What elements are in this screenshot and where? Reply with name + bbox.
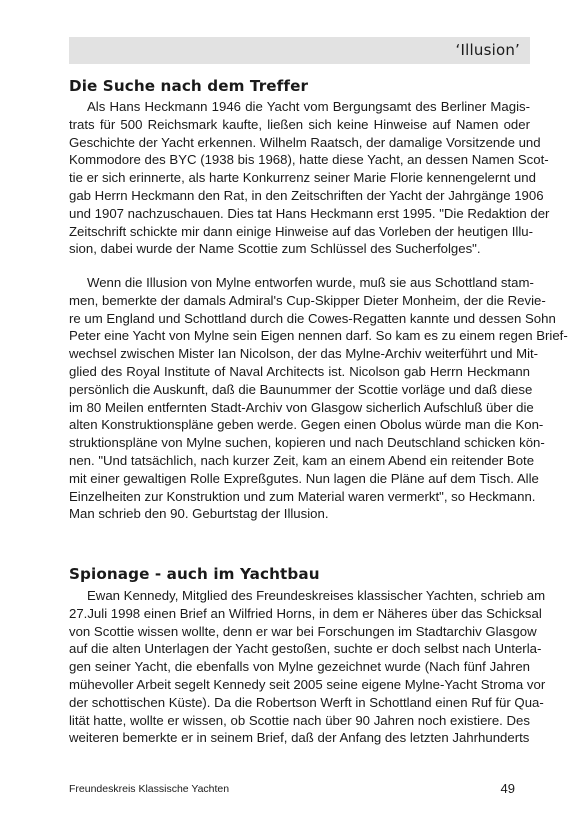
text-line: Peter eine Yacht von Mylne sein Eigen nennen darf. So kam es zu einem regen Brief- <box>69 328 568 344</box>
text-line: lität hatte, wollte er wissen, ob Scottie nach über 90 Jahren noch existiere. Des <box>69 712 530 728</box>
text-line: alten Konstruktionspläne geben werde. Gegen einen Obolus würde man die Kon- <box>69 417 544 433</box>
text-line: von Scottie wissen wollte, denn er war bei Forschungen im Stadtarchiv Glasgow <box>69 623 537 639</box>
page-number: 49 <box>500 781 515 796</box>
text-line: der schottischen Küste). Da die Robertson Werft in Schottland einen Ruf für Qua- <box>69 694 544 710</box>
running-header-title: ‘Illusion’ <box>455 41 520 59</box>
text-line: Zeitschrift schickte mir dann einige Hinweise auf das Vorleben der heutigen Illu- <box>69 223 534 239</box>
text-line: re um England und Schottland durch die Cowes-Regatten kannte und dessen Sohn <box>69 310 556 326</box>
text-line: nen. "Und tatsächlich, nach kurzer Zeit, kam an einem Abend ein reitender Bote <box>69 452 535 468</box>
paragraph-2 <box>69 274 568 523</box>
text-line: mit einer gewaltigen Rolle Expreßgutes. Nun lagen die Pläne auf dem Tisch. Alle <box>69 470 539 486</box>
text-line: Wenn die Illusion von Mylne entworfen wurde, muß sie aus Schottland stam- <box>87 275 534 290</box>
running-header <box>69 37 530 64</box>
text-line: wechsel zwischen Mister Ian Nicolson, der das Mylne-Archiv weiterführt und Mit- <box>69 346 539 362</box>
text-line: und 1907 nachzuschauen. Dies tat Hans Heckmann erst 1995. "Die Redaktion der <box>69 205 550 221</box>
section-heading-spionage: Spionage - auch im Yachtbau <box>69 565 320 583</box>
text-line: struktionspläne von Mylne suchen, kopieren und nach Deutschland schicken kön- <box>69 435 545 451</box>
text-line: Man schrieb den 90. Geburtstag der Illusion. <box>69 506 329 522</box>
text-line: gab Herrn Heckmann den Rat, in den Zeitschriften der Yacht der Jahrgänge 1906 <box>69 187 544 203</box>
text-line: tie er sich erinnerte, als harte Konkurrenz seiner Marie Florie kennengelernt und <box>69 170 536 186</box>
text-line: Geschichte der Yacht erkennen. Wilhelm Raatsch, der damalige Vorsitzende und <box>69 134 541 150</box>
text-line: sion, dabei wurde der Name Scottie zum Schlüssel des Sucherfolges". <box>69 241 481 257</box>
text-line: Einzelheiten zur Konstruktion und zum Material waren vermerkt", so Heckmann. <box>69 488 536 504</box>
paragraph-3 <box>69 587 546 747</box>
section-heading-suche: Die Suche nach dem Treffer <box>69 77 309 95</box>
text-line: Ewan Kennedy, Mitglied des Freundeskreises klassischer Yachten, schrieb am <box>87 588 546 603</box>
text-line: men, bemerkte der damals Admiral's Cup-Skipper Dieter Monheim, der die Revie- <box>69 292 546 308</box>
text-line: trats für 500 Reichsmark kaufte, ließen sich keine Hinweise auf Namen oder <box>69 116 530 132</box>
text-line: gen seiner Yacht, die ebenfalls von Mylne gezeichnet wurde (Nach fünf Jahren <box>69 659 530 675</box>
text-line: weiteren bemerkte er in seinem Brief, daß der Anfang des letzten Jahrhunderts <box>69 730 530 746</box>
text-line: 27.Juli 1998 einen Brief an Wilfried Horns, in dem er Näheres über das Schicksal <box>69 605 542 621</box>
footer-publisher: Freundeskreis Klassische Yachten <box>69 783 230 795</box>
text-line: mühevoller Arbeit segelt Kennedy seit 2005 seine eigene Mylne-Yacht Stroma vor <box>69 676 546 692</box>
paragraph-1 <box>69 98 550 258</box>
text-line: glied des Royal Institute of Naval Architects ist. Nicolson gab Herrn Heckmann <box>69 363 530 379</box>
text-line: auf die alten Unterlagen der Yacht gestoßen, suchte er doch selbst nach Unterla- <box>69 641 542 657</box>
page-footer <box>69 782 515 798</box>
text-line: Kommodore des BYC (1938 bis 1968), hatte diese Yacht, an dessen Namen Scot- <box>69 152 549 168</box>
text-line: Als Hans Heckmann 1946 die Yacht vom Bergungsamt des Berliner Magis- <box>87 99 530 114</box>
text-line: persönlich die Auskunft, daß die Baunummer der Scottie vorläge und daß diese <box>69 381 533 397</box>
text-line: im 80 Meilen entfernten Stadt-Archiv von Glasgow sicherlich Aufschluß über die <box>69 399 534 415</box>
